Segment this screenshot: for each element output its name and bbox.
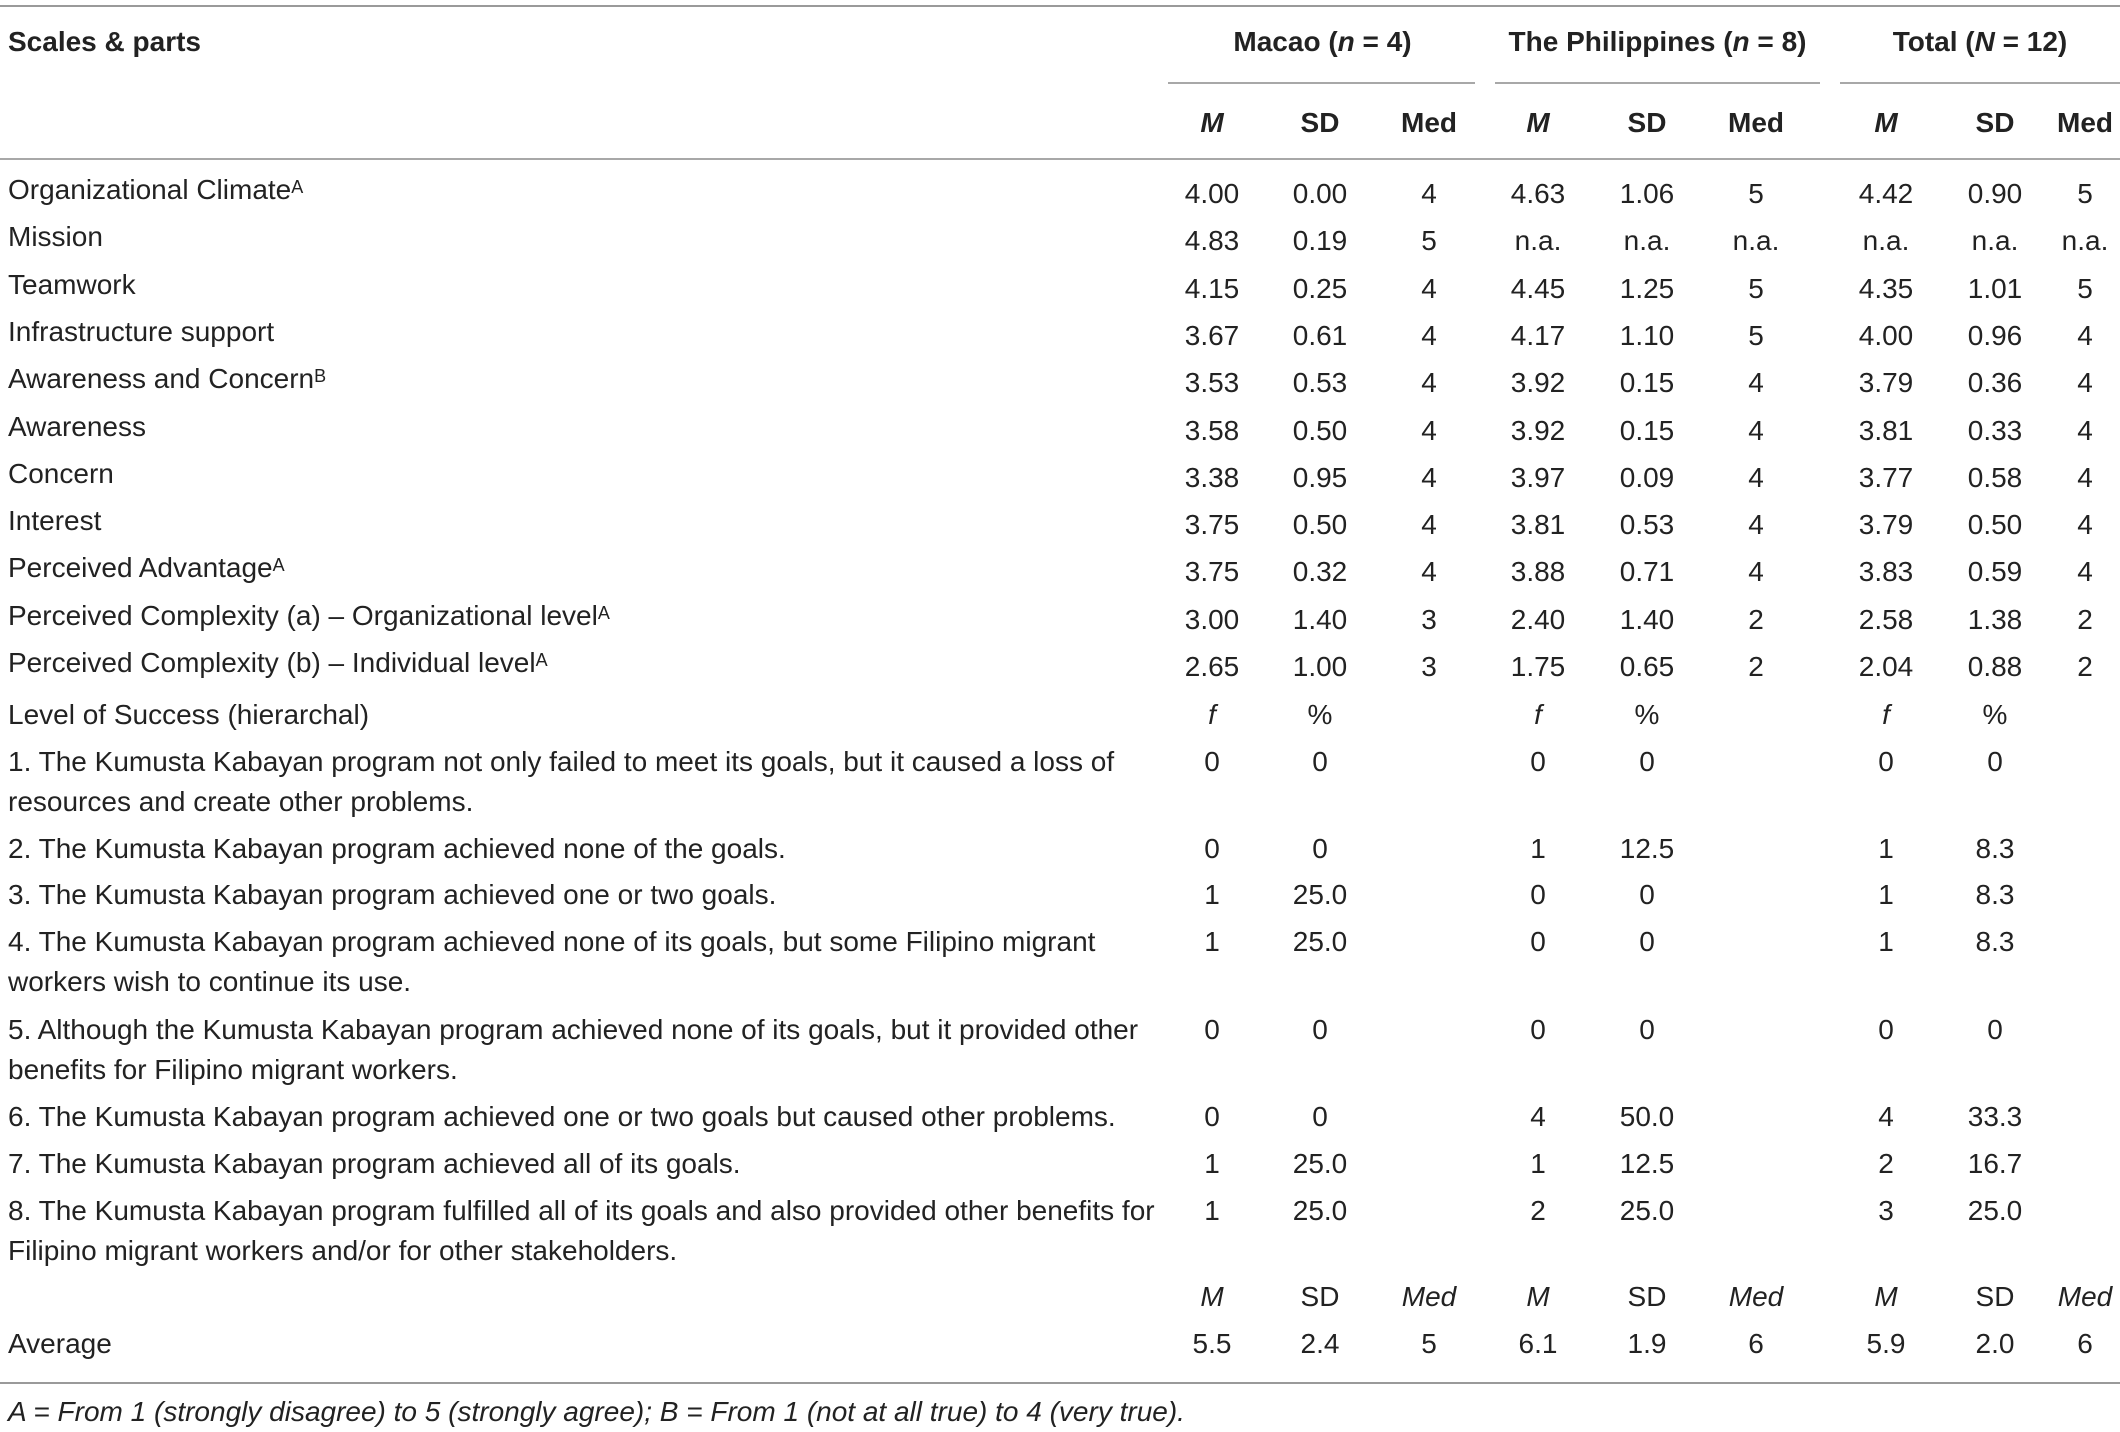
table-cell: 1.75 — [1510, 651, 1566, 682]
table-cell: 3.75 — [1184, 556, 1240, 587]
table-cell: 0.32 — [1292, 556, 1348, 587]
table-cell: 5 — [1748, 320, 1764, 351]
table-cell: 4.17 — [1510, 320, 1566, 351]
sub-header-sd: SD — [1975, 107, 2015, 138]
table-cell: 4 — [1421, 178, 1437, 209]
table-cell: 8.3 — [1975, 926, 2015, 957]
table-cell: 2.40 — [1510, 604, 1566, 635]
table-cell: 0 — [1312, 1101, 1328, 1132]
group-rule-philippines — [1495, 82, 1820, 84]
table-footnote: A = From 1 (strongly disagree) to 5 (strongly agree); B = From 1 (not at all true) to 4 (very true). — [8, 1396, 1185, 1427]
table-cell: 1.38 — [1967, 604, 2023, 635]
table-cell: 1 — [1878, 926, 1894, 957]
table-cell: 0.00 — [1292, 178, 1348, 209]
table-cell: 0.96 — [1967, 320, 2023, 351]
table-cell: 4 — [2077, 556, 2093, 587]
row-label — [8, 548, 285, 588]
average-sub-header: SD — [1975, 1281, 2015, 1312]
table-cell: 6 — [1748, 1328, 1764, 1359]
table-cell: 0.53 — [1619, 509, 1675, 540]
table-cell: 2 — [2077, 604, 2093, 635]
group-rule-total — [1840, 82, 2120, 84]
table-cell: 1.00 — [1292, 651, 1348, 682]
footnote-marker: A — [535, 650, 548, 670]
table-cell: n.a. — [1623, 225, 1671, 256]
table-cell: 1.06 — [1619, 178, 1675, 209]
table-cell: 3.67 — [1184, 320, 1240, 351]
row-label-text: Perceived Advantage — [8, 552, 273, 583]
table-cell: 0.33 — [1967, 415, 2023, 446]
table-cell: 0.19 — [1292, 225, 1348, 256]
table-cell: 0 — [1204, 746, 1220, 777]
table-cell: 4 — [1748, 509, 1764, 540]
success-item-text: 8. The Kumusta Kabayan program fulfilled all of its goals and also provided other benefits for Filipino migrant workers and/or for other stakeholders. — [8, 1195, 1155, 1266]
row-label-text: Interest — [8, 505, 102, 536]
table-cell: 3.81 — [1510, 509, 1566, 540]
table-cell: 0 — [1530, 1014, 1546, 1045]
table-cell: 0 — [1639, 926, 1655, 957]
table-cell: 4 — [1530, 1101, 1546, 1132]
success-item-text: 6. The Kumusta Kabayan program achieved one or two goals but caused other problems. — [8, 1101, 1116, 1132]
table-cell: 5 — [1748, 178, 1764, 209]
table-cell: 0 — [1987, 1014, 2003, 1045]
row-label — [8, 170, 303, 210]
table-cell: 0.15 — [1619, 367, 1675, 398]
bottom-rule — [0, 1382, 2120, 1384]
table-cell: n.a. — [1514, 225, 1562, 256]
table-cell: 0 — [1530, 746, 1546, 777]
row-label — [8, 643, 548, 683]
row-label-text: Organizational Climate — [8, 174, 292, 205]
table-cell: 5 — [1421, 225, 1437, 256]
table-cell: 0.61 — [1292, 320, 1348, 351]
table-cell: 4.00 — [1184, 178, 1240, 209]
table-cell: 2.4 — [1300, 1328, 1340, 1359]
table-cell: 0 — [1878, 746, 1894, 777]
table-cell: 2.04 — [1858, 651, 1914, 682]
table-cell: 4 — [2077, 320, 2093, 351]
table-cell: 2 — [1530, 1195, 1546, 1226]
row-label — [8, 359, 326, 399]
table-cell: 3.53 — [1184, 367, 1240, 398]
sub-header-med: Med — [1728, 107, 1784, 138]
row-label — [8, 407, 146, 447]
table-cell: 3 — [1878, 1195, 1894, 1226]
table-cell: 4 — [1748, 415, 1764, 446]
row-label-text: Awareness and Concern — [8, 363, 315, 394]
table-cell: 4.83 — [1184, 225, 1240, 256]
table-cell: 4 — [1878, 1101, 1894, 1132]
top-rule — [0, 5, 2120, 7]
table-cell: 5 — [2077, 178, 2093, 209]
table-cell: 8.3 — [1975, 879, 2015, 910]
table-cell: 25.0 — [1619, 1195, 1675, 1226]
success-item-text: 5. Although the Kumusta Kabayan program achieved none of its goals, but it provided other benefits for Filipino migrant workers. — [8, 1014, 1139, 1085]
table-cell: 0 — [1312, 1014, 1328, 1045]
table-cell: 2 — [1878, 1148, 1894, 1179]
table-cell: 4.15 — [1184, 273, 1240, 304]
table-cell: 2.0 — [1975, 1328, 2015, 1359]
table-cell: 3.83 — [1858, 556, 1914, 587]
table-cell: 1.40 — [1619, 604, 1675, 635]
table-cell: 25.0 — [1292, 1148, 1348, 1179]
table-cell: 3.00 — [1184, 604, 1240, 635]
success-sub-header: f — [1208, 699, 1216, 730]
table-cell: 0.90 — [1967, 178, 2023, 209]
group-header-total: Total (N = 12) — [1892, 26, 2068, 57]
table-cell: 4.00 — [1858, 320, 1914, 351]
table-cell: 3.38 — [1184, 462, 1240, 493]
row-label — [8, 596, 610, 636]
success-sub-header: % — [1982, 699, 2008, 730]
table-cell: 0.50 — [1292, 415, 1348, 446]
table-cell: 3.79 — [1858, 367, 1914, 398]
table-cell: 4 — [1421, 462, 1437, 493]
average-sub-header: SD — [1627, 1281, 1667, 1312]
table-cell: 0.36 — [1967, 367, 2023, 398]
table-cell: 1.01 — [1967, 273, 2023, 304]
row-label — [8, 265, 136, 305]
sub-header-m: M — [1526, 107, 1550, 138]
sub-header-m: M — [1874, 107, 1898, 138]
table-cell: 3.88 — [1510, 556, 1566, 587]
table-cell: 0.09 — [1619, 462, 1675, 493]
table-cell: 6.1 — [1518, 1328, 1558, 1359]
table-cell: 0 — [1204, 833, 1220, 864]
table-cell: 3.81 — [1858, 415, 1914, 446]
table-cell: 3.97 — [1510, 462, 1566, 493]
sub-header-sd: SD — [1300, 107, 1340, 138]
table-cell: 0.58 — [1967, 462, 2023, 493]
table-cell: 4 — [1421, 273, 1437, 304]
table-cell: 0.25 — [1292, 273, 1348, 304]
average-sub-header: SD — [1300, 1281, 1340, 1312]
footnote-marker: A — [272, 555, 285, 575]
table-cell: 2.65 — [1184, 651, 1240, 682]
table-cell: 0 — [1204, 1014, 1220, 1045]
success-sub-header: % — [1634, 699, 1660, 730]
row-label-text: Concern — [8, 458, 114, 489]
table-cell: n.a. — [1732, 225, 1780, 256]
table-cell: 3.92 — [1510, 415, 1566, 446]
table-cell: 4 — [2077, 462, 2093, 493]
table-cell: 1 — [1530, 1148, 1546, 1179]
average-sub-header: Med — [1401, 1281, 1457, 1312]
table-cell: 0.50 — [1967, 509, 2023, 540]
table-cell: 4 — [1748, 556, 1764, 587]
success-item-text: 2. The Kumusta Kabayan program achieved none of the goals. — [8, 833, 786, 864]
table-cell: 5.5 — [1192, 1328, 1232, 1359]
average-sub-header: M — [1200, 1281, 1224, 1312]
table-cell: 33.3 — [1967, 1101, 2023, 1132]
table-cell: 1.40 — [1292, 604, 1348, 635]
table-cell: 4.42 — [1858, 178, 1914, 209]
table-cell: 5 — [1421, 1328, 1437, 1359]
table-cell: 0.95 — [1292, 462, 1348, 493]
table-cell: 25.0 — [1292, 879, 1348, 910]
table-cell: 0.53 — [1292, 367, 1348, 398]
average-sub-header: Med — [2057, 1281, 2113, 1312]
average-sub-header: M — [1526, 1281, 1550, 1312]
sub-header-m: M — [1200, 107, 1224, 138]
table-cell: 1.10 — [1619, 320, 1675, 351]
row-label — [8, 217, 103, 257]
table-cell: n.a. — [2061, 225, 2109, 256]
table-cell: 0 — [1530, 926, 1546, 957]
table-cell: 1.9 — [1627, 1328, 1667, 1359]
table-cell: 2 — [1748, 651, 1764, 682]
table-cell: 0.71 — [1619, 556, 1675, 587]
table-cell: 6 — [2077, 1328, 2093, 1359]
footnote-marker: A — [291, 177, 304, 197]
table-cell: 2 — [1748, 604, 1764, 635]
success-item-text: 3. The Kumusta Kabayan program achieved one or two goals. — [8, 879, 777, 910]
success-sub-header: % — [1307, 699, 1333, 730]
table-cell: 8.3 — [1975, 833, 2015, 864]
row-label — [8, 454, 114, 494]
table-cell: 0.50 — [1292, 509, 1348, 540]
table-cell: 0 — [1987, 746, 2003, 777]
table-cell: 1 — [1878, 879, 1894, 910]
table-cell: 5.9 — [1866, 1328, 1906, 1359]
table-cell: 0 — [1312, 746, 1328, 777]
table-cell: 1.25 — [1619, 273, 1675, 304]
row-label-text: Perceived Complexity (b) – Individual level — [8, 647, 536, 678]
table-cell: n.a. — [1862, 225, 1910, 256]
table-cell: 2.58 — [1858, 604, 1914, 635]
table-cell: 3.58 — [1184, 415, 1240, 446]
table-cell: 12.5 — [1619, 1148, 1675, 1179]
table-cell: 25.0 — [1292, 1195, 1348, 1226]
group-header-philippines: The Philippines (n = 8) — [1508, 26, 1807, 57]
table-cell: 1 — [1204, 879, 1220, 910]
table-cell: 0 — [1530, 879, 1546, 910]
table-cell: 3.75 — [1184, 509, 1240, 540]
average-label: Average — [8, 1328, 112, 1359]
table-cell: 0.65 — [1619, 651, 1675, 682]
table-cell: 4 — [1421, 415, 1437, 446]
table-cell: 0 — [1878, 1014, 1894, 1045]
table-cell: 5 — [2077, 273, 2093, 304]
success-item-text: 4. The Kumusta Kabayan program achieved none of its goals, but some Filipino migrant workers wish to continue its use. — [8, 926, 1096, 997]
row-label-text: Awareness — [8, 411, 147, 442]
footnote-marker: A — [597, 603, 610, 623]
table-cell: 4 — [2077, 415, 2093, 446]
success-section-label: Level of Success (hierarchal) — [8, 699, 370, 730]
table-cell: 0 — [1639, 1014, 1655, 1045]
table-cell: 4 — [2077, 367, 2093, 398]
group-rule-macao — [1168, 82, 1475, 84]
sub-header-sd: SD — [1627, 107, 1667, 138]
table-cell: 4 — [1421, 320, 1437, 351]
table-cell: 0 — [1639, 746, 1655, 777]
average-sub-header: M — [1874, 1281, 1898, 1312]
row-label — [8, 501, 101, 541]
table-cell: 3 — [1421, 651, 1437, 682]
table-cell: 50.0 — [1619, 1101, 1675, 1132]
row-label-text: Infrastructure support — [8, 316, 275, 347]
sub-header-med: Med — [2057, 107, 2113, 138]
table-cell: 2 — [2077, 651, 2093, 682]
success-item-text: 7. The Kumusta Kabayan program achieved all of its goals. — [8, 1148, 741, 1179]
table-cell: 1 — [1530, 833, 1546, 864]
table-cell: 0.88 — [1967, 651, 2023, 682]
average-sub-header: Med — [1728, 1281, 1784, 1312]
group-header-macao: Macao (n = 4) — [1233, 26, 1412, 57]
table-cell: 1 — [1204, 1195, 1220, 1226]
success-sub-header: f — [1882, 699, 1890, 730]
table-cell: 0.15 — [1619, 415, 1675, 446]
row-label-text: Perceived Complexity (a) – Organizational level — [8, 600, 598, 631]
table-cell: 16.7 — [1967, 1148, 2023, 1179]
table-cell: 4 — [1748, 367, 1764, 398]
footnote-marker: B — [314, 366, 327, 386]
table-cell: 3.77 — [1858, 462, 1914, 493]
table-cell: 1 — [1878, 833, 1894, 864]
success-item-text: 1. The Kumusta Kabayan program not only failed to meet its goals, but it caused a loss of resources and create other problems. — [8, 746, 1115, 817]
table-cell: 3 — [1421, 604, 1437, 635]
table-cell: 0 — [1312, 833, 1328, 864]
table-cell: 25.0 — [1967, 1195, 2023, 1226]
table-cell: 1 — [1204, 926, 1220, 957]
success-sub-header: f — [1534, 699, 1542, 730]
table-cell: 4.45 — [1510, 273, 1566, 304]
scales-header: Scales & parts — [8, 26, 201, 57]
row-label — [8, 312, 274, 352]
table-cell: 3.92 — [1510, 367, 1566, 398]
sub-header-med: Med — [1401, 107, 1457, 138]
table-cell: 0 — [1204, 1101, 1220, 1132]
table-cell: 4 — [1748, 462, 1764, 493]
table-cell: 4 — [1421, 556, 1437, 587]
row-label-text: Teamwork — [8, 269, 136, 300]
header-rule — [0, 158, 2120, 160]
row-label-text: Mission — [8, 221, 103, 252]
table-cell: 0 — [1639, 879, 1655, 910]
table-cell: 4 — [1421, 509, 1437, 540]
table-cell: 0.59 — [1967, 556, 2023, 587]
table-cell: 1 — [1204, 1148, 1220, 1179]
table-cell: 3.79 — [1858, 509, 1914, 540]
table-cell: n.a. — [1971, 225, 2019, 256]
table-cell: 25.0 — [1292, 926, 1348, 957]
table-cell: 12.5 — [1619, 833, 1675, 864]
table-cell: 4 — [2077, 509, 2093, 540]
table-cell: 4 — [1421, 367, 1437, 398]
table-cell: 4.35 — [1858, 273, 1914, 304]
table-cell: 4.63 — [1510, 178, 1566, 209]
table-cell: 5 — [1748, 273, 1764, 304]
